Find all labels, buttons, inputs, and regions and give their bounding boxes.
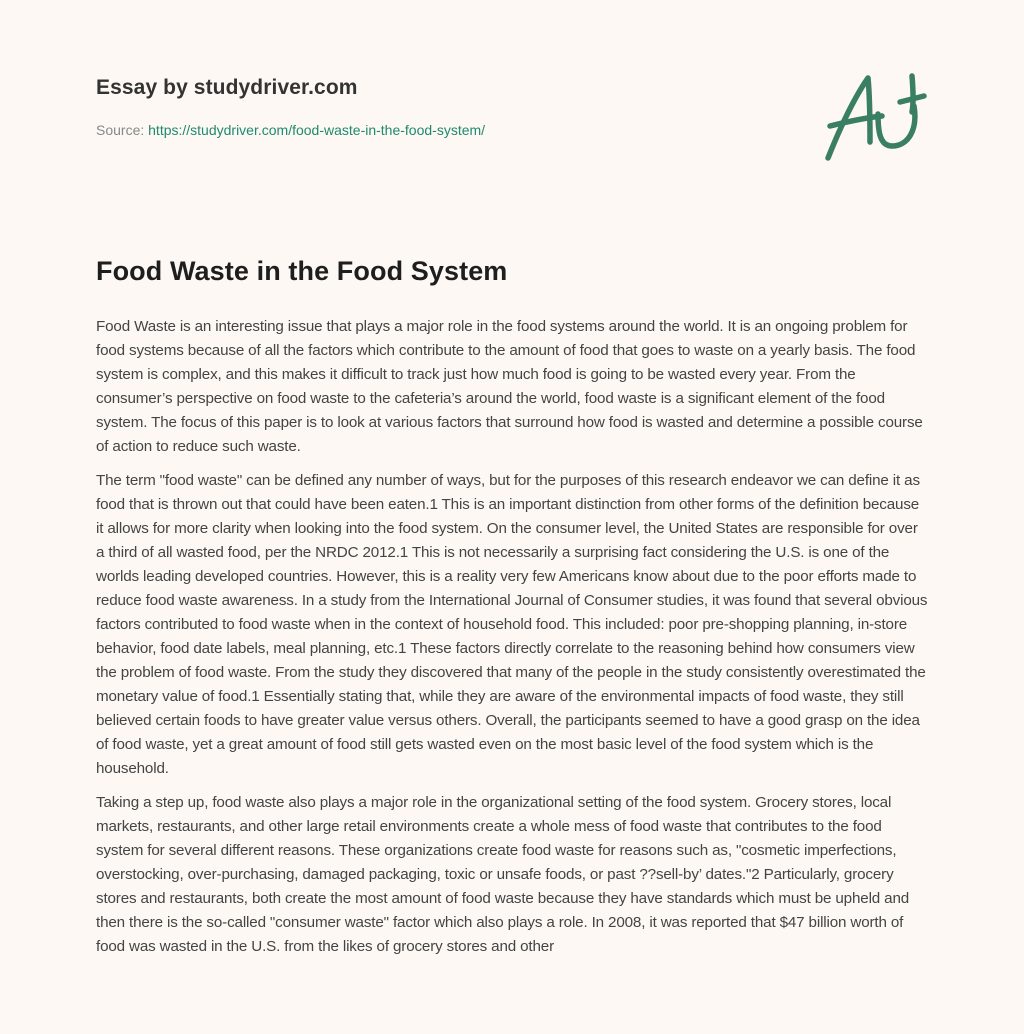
source-line bbox=[96, 122, 796, 138]
brand-title: Essay by studydriver.com bbox=[96, 76, 358, 99]
source-label: Source: bbox=[96, 122, 145, 138]
essay-header bbox=[96, 76, 796, 138]
essay-paragraph-1: Food Waste is an interesting issue that plays a major role in the food systems around the world. It is an ongoing problem for food systems because of all the factors which contribute to the amount of food that goes to waste on a yearly basis. The food system is complex, and this makes it difficult to track just how much food is going to be wasted every year. From the consumer’s perspective on food waste to the cafeteria’s around the world, food waste is a significant element of the food system. The focus of this paper is to look at various factors that surround how food is wasted and determine a possible course of action to reduce such waste. bbox=[96, 318, 923, 455]
essay-paragraph-3: Taking a step up, food waste also plays a major role in the organizational setting of the food system. Grocery stores, local markets, restaurants, and other large retail environments create a whole mess of food waste that contributes to the food system for several different reasons. These organizations create food waste for reasons such as, "cosmetic imperfections, overstocking, over-purchasing, damaged packaging, toxic or unsafe foods, or past ??sell-by’ dates."2 Particularly, grocery stores and restaurants, both create the most amount of food waste because they have standards which must be upheld and then there is the so-called "consumer waste" factor which also plays a role. In 2008, it was reported that $47 billion worth of food was wasted in the U.S. from the likes of grocery stores and other bbox=[96, 794, 910, 955]
essay-body bbox=[96, 315, 928, 969]
essay-title: Food Waste in the Food System bbox=[96, 256, 508, 286]
source-link[interactable]: https://studydriver.com/food-waste-in-the-food-system/ bbox=[148, 122, 486, 138]
a-plus-grade-icon bbox=[818, 62, 938, 172]
essay-paragraph-2: The term "food waste" can be defined any number of ways, but for the purposes of this research endeavor we can define it as food that is thrown out that could have been eaten.1 This is an important distinction from other forms of the definition because it allows for more clarity when looking into the food system. On the consumer level, the United States are responsible for over a third of all wasted food, per the NRDC 2012.1 This is not necessarily a surprising fact considering the U.S. is one of the worlds leading developed countries. However, this is a reality very few Americans know about due to the poor efforts made to reduce food waste awareness. In a study from the International Journal of Consumer studies, it was found that several obvious factors contributed to food waste when in the context of household food. This included: poor pre-shopping planning, in-store behavior, food date labels, meal planning, etc.1 These factors directly correlate to the reasoning behind how consumers view the problem of food waste. From the study they discovered that many of the people in the study consistently overestimated the monetary value of food.1 Essentially stating that, while they are aware of the environmental impacts of food waste, they still believed certain foods to have greater value versus others. Overall, the participants seemed to have a good grasp on the idea of food waste, yet a great amount of food still gets wasted even on the most basic level of the food system which is the household. bbox=[96, 472, 928, 777]
